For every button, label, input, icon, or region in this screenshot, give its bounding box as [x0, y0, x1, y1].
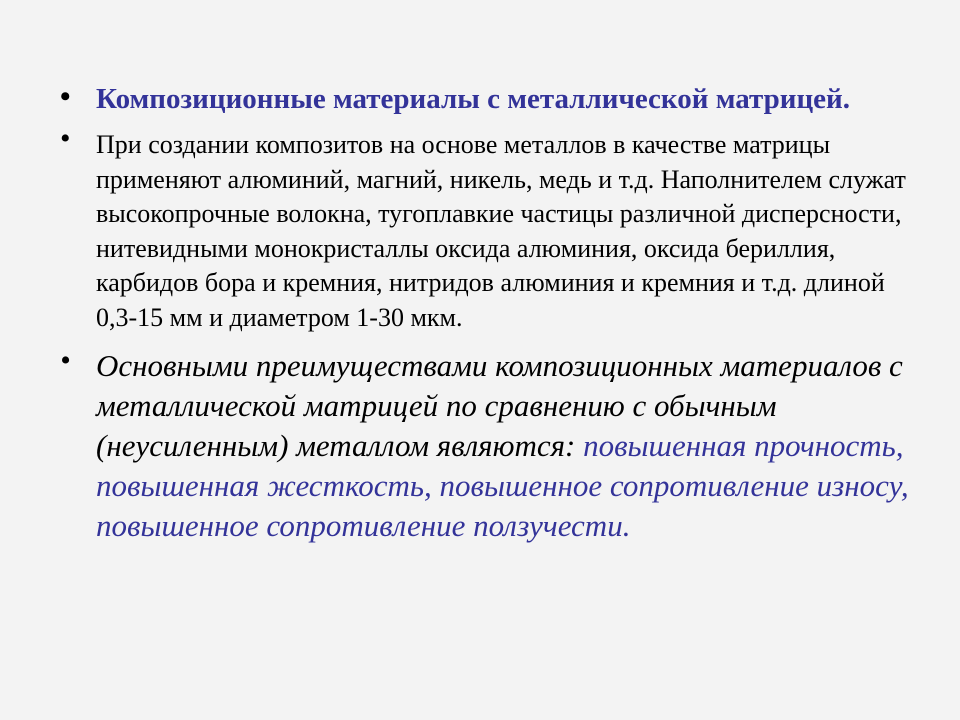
- bullet-advantages: [60, 346, 920, 546]
- bullet-dot-icon: •: [60, 344, 71, 377]
- bullet-list: [60, 78, 920, 546]
- advantages-intro-text: Основными преимуществами композиционных материалов с металлической матрицей по сравнению с обычным (неусиленным) металлом являются:: [96, 348, 903, 463]
- heading-text: Композиционные материалы с металлической матрицей.: [96, 83, 850, 115]
- advantages-list-text: повышенная прочность, повышенная жесткость, повышенное сопротивление износу, повышенное сопротивление ползучести.: [96, 428, 909, 543]
- bullet-dot-icon: •: [60, 80, 71, 113]
- bullet-description: [60, 122, 920, 335]
- bullet-heading: [60, 78, 920, 120]
- description-text: При создании композитов на основе металлов в качестве матрицы применяют алюминий, магний, никель, медь и т.д. Наполнителем служат высокопрочные волокна, тугоплавкие частицы различной дисперсности, нитевидными монокристаллы оксида алюминия, оксида бериллия, карбидов бора и кремния, нитридов алюминия и кремния и т.д. длиной 0,3-15 мм и диаметром 1-30 мкм.: [96, 130, 906, 332]
- bullet-dot-icon: •: [60, 122, 71, 155]
